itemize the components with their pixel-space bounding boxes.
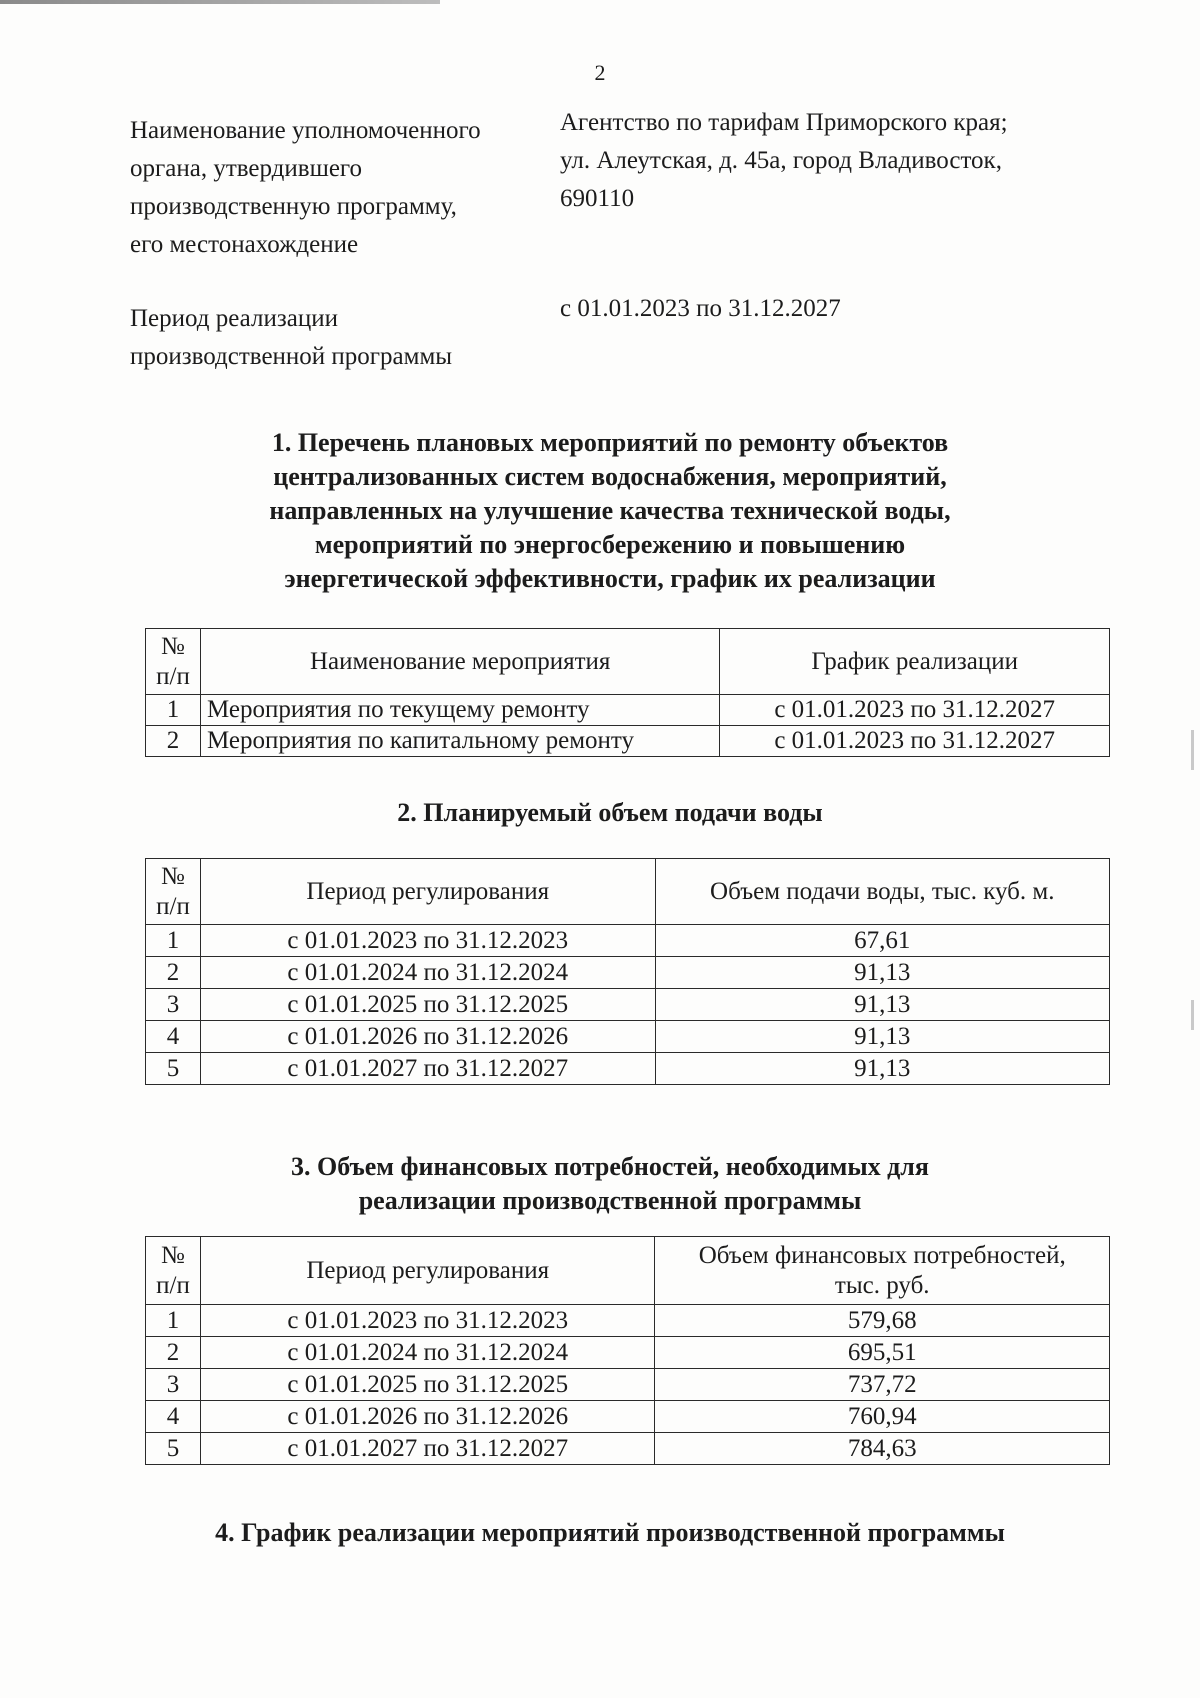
section3-heading [140, 1150, 1080, 1218]
section1-heading-line: энергетической эффективности, график их реализации [284, 564, 936, 593]
row-activity-name: Мероприятия по капитальному ремонту [200, 726, 719, 757]
row-finance: 784,63 [655, 1433, 1110, 1465]
period-label-text: Период реализации производственной программы [130, 305, 453, 370]
row-num: 1 [146, 695, 201, 726]
section1-heading-line: направленных на улучшение качества технической воды, [269, 496, 951, 525]
row-schedule: с 01.01.2023 по 31.12.2027 [720, 726, 1110, 757]
period-label [130, 300, 530, 376]
header-num-abbr: п/п [156, 1271, 190, 1299]
section3-heading-line: реализации производственной программы [358, 1186, 862, 1215]
scan-edge-mark [1191, 1000, 1194, 1030]
section4-heading: 4. График реализации мероприятий производственной программы [215, 1518, 1005, 1547]
header-num-sign: № [161, 632, 185, 660]
section1-heading [140, 426, 1080, 596]
header-num-sign: № [161, 1241, 185, 1269]
row-volume: 91,13 [655, 957, 1109, 989]
row-finance: 695,51 [655, 1337, 1110, 1369]
header-finance-line: Объем финансовых потребностей, [698, 1241, 1066, 1269]
row-num: 5 [146, 1053, 201, 1085]
row-period: с 01.01.2023 по 31.12.2023 [200, 925, 655, 957]
row-num: 1 [146, 1305, 201, 1337]
row-finance: 760,94 [655, 1401, 1110, 1433]
row-period: с 01.01.2024 по 31.12.2024 [200, 1337, 655, 1369]
section1-heading-line: централизованных систем водоснабжения, мероприятий, [273, 462, 947, 491]
page-number: 2 [594, 60, 606, 85]
row-activity-name: Мероприятия по текущему ремонту [200, 695, 719, 726]
section1-heading-line: 1. Перечень плановых мероприятий по ремонту объектов [271, 428, 949, 457]
row-volume: 91,13 [655, 989, 1109, 1021]
row-period: с 01.01.2024 по 31.12.2024 [200, 957, 655, 989]
header-num [146, 859, 201, 925]
water-volume-table [145, 858, 1110, 1085]
period-value [560, 290, 1120, 328]
table-row [146, 1401, 1110, 1433]
header-num-abbr: п/п [156, 662, 190, 690]
table-row [146, 1053, 1110, 1085]
header-activity-name: Наименование мероприятия [200, 629, 719, 695]
row-volume: 67,61 [655, 925, 1109, 957]
row-volume: 91,13 [655, 1053, 1109, 1085]
table-row [146, 1021, 1110, 1053]
header-period: Период регулирования [200, 859, 655, 925]
row-volume: 91,13 [655, 1021, 1109, 1053]
row-period: с 01.01.2027 по 31.12.2027 [200, 1053, 655, 1085]
row-num: 2 [146, 726, 201, 757]
table-header-row [146, 629, 1110, 695]
scan-edge-mark [1191, 730, 1194, 770]
row-period: с 01.01.2025 по 31.12.2025 [200, 989, 655, 1021]
table-row [146, 925, 1110, 957]
row-num: 1 [146, 925, 201, 957]
header-finance [655, 1237, 1110, 1305]
authority-value [560, 104, 1120, 218]
row-finance: 579,68 [655, 1305, 1110, 1337]
section1-heading-line: мероприятий по энергосбережению и повышению [314, 530, 906, 559]
row-period: с 01.01.2027 по 31.12.2027 [200, 1433, 655, 1465]
row-period: с 01.01.2026 по 31.12.2026 [200, 1401, 655, 1433]
header-num-abbr: п/п [156, 892, 190, 920]
section3-heading-line: 3. Объем финансовых потребностей, необходимых для [291, 1152, 929, 1181]
authority-value-text: Агентство по тарифам Приморского края; ул. Алеутская, д. 45а, город Владивосток, 690110 [560, 109, 1008, 212]
row-num: 3 [146, 1369, 201, 1401]
row-period: с 01.01.2025 по 31.12.2025 [200, 1369, 655, 1401]
section2-heading: 2. Планируемый объем подачи воды [397, 798, 823, 827]
maintenance-table [145, 628, 1110, 757]
authority-label [130, 112, 530, 264]
row-schedule: с 01.01.2023 по 31.12.2027 [720, 695, 1110, 726]
header-num-sign: № [161, 862, 185, 890]
scan-edge-strip [0, 0, 440, 4]
table-header-row [146, 1237, 1110, 1305]
table-row [146, 1433, 1110, 1465]
row-num: 3 [146, 989, 201, 1021]
table-row [146, 989, 1110, 1021]
row-period: с 01.01.2023 по 31.12.2023 [200, 1305, 655, 1337]
row-num: 4 [146, 1021, 201, 1053]
header-finance-line: тыс. руб. [834, 1271, 930, 1299]
table-row [146, 695, 1110, 726]
period-value-text: с 01.01.2023 по 31.12.2027 [560, 295, 841, 322]
row-period: с 01.01.2026 по 31.12.2026 [200, 1021, 655, 1053]
row-finance: 737,72 [655, 1369, 1110, 1401]
table-row [146, 1337, 1110, 1369]
finance-table [145, 1236, 1110, 1465]
table-header-row [146, 859, 1110, 925]
row-num: 4 [146, 1401, 201, 1433]
table-row [146, 1369, 1110, 1401]
header-volume: Объем подачи воды, тыс. куб. м. [655, 859, 1109, 925]
header-period: Период регулирования [200, 1237, 655, 1305]
row-num: 2 [146, 957, 201, 989]
table-row [146, 1305, 1110, 1337]
authority-label-text: Наименование уполномоченного органа, утвердившего производственную программу, его местонахождение [130, 117, 481, 258]
table-row [146, 726, 1110, 757]
row-num: 5 [146, 1433, 201, 1465]
header-num [146, 629, 201, 695]
row-num: 2 [146, 1337, 201, 1369]
header-num [146, 1237, 201, 1305]
table-row [146, 957, 1110, 989]
header-schedule: График реализации [720, 629, 1110, 695]
